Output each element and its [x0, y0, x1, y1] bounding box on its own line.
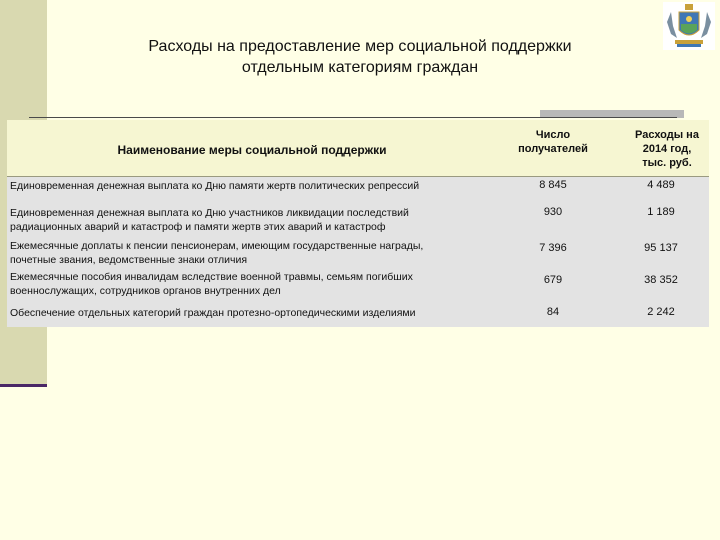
- row-sum: 38 352: [644, 274, 678, 286]
- coat-of-arms-icon: [663, 2, 715, 50]
- page-title: [80, 36, 640, 78]
- header-recipients: Число получателей: [518, 129, 588, 155]
- row-name: Ежемесячные пособия инвалидам вследствие военной травмы, семьям погибших военнослужащих, сотрудников органов внутренних дел: [10, 271, 413, 297]
- row-count: 930: [543, 206, 563, 218]
- header-name: Наименование меры социальной поддержки: [117, 143, 387, 157]
- header-divider: [29, 117, 677, 118]
- table-header: [7, 120, 709, 176]
- row-sum: 2 242: [647, 306, 675, 318]
- row-count: 7 396: [539, 242, 567, 254]
- header-expenses: Расходы на 2014 год, тыс. руб.: [635, 129, 699, 169]
- row-count: 679: [543, 274, 563, 286]
- row-sum: 4 489: [647, 179, 675, 191]
- row-count: 8 845: [539, 179, 567, 191]
- title-line-2: отдельным категориям граждан: [241, 59, 479, 76]
- row-sum: 95 137: [644, 242, 678, 254]
- table-body: [7, 177, 709, 327]
- title-line-1: Расходы на предоставление мер социальной поддержки: [148, 38, 572, 55]
- row-name: Обеспечение отдельных категорий граждан протезно-ортопедическими изделиями: [10, 307, 416, 319]
- row-sum: 1 189: [647, 206, 675, 218]
- row-name: Единовременная денежная выплата ко Дню памяти жертв политических репрессий: [10, 180, 420, 192]
- row-name: Единовременная денежная выплата ко Дню участников ликвидации последствий радиационных аварий и катастроф и памяти жертв этих аварий и катастроф: [10, 207, 409, 233]
- row-name: Ежемесячные доплаты к пенсии пенсионерам, имеющим государственные награды, почетные звания, ведомственные знаки отличия: [10, 240, 424, 266]
- row-count: 84: [546, 306, 560, 318]
- left-band-accent-line: [0, 384, 47, 387]
